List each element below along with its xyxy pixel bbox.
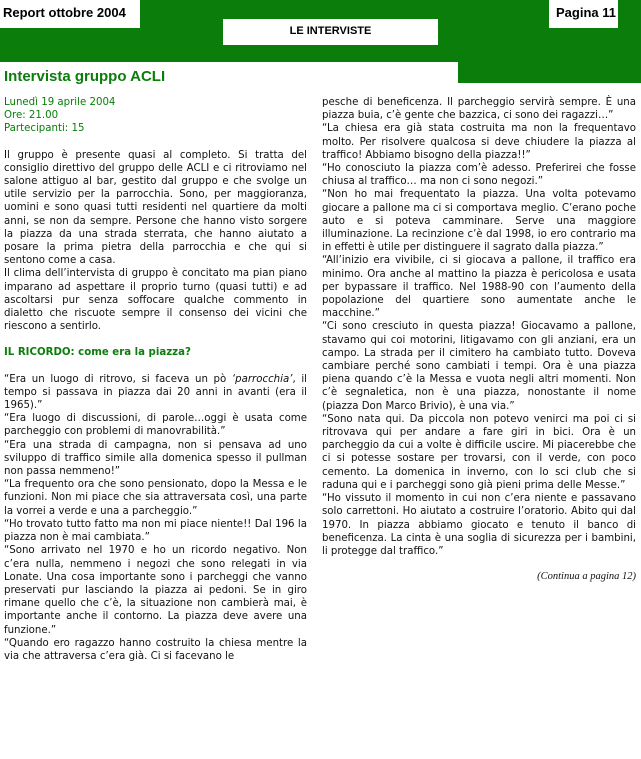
meta-time: Ore: 21.00 (4, 110, 59, 122)
quote: “Ho vissuto il momento in cui non c’era niente e passavano solo carrettoni. Ho aiutato a costruire l’oratorio. Abito qui dal 1970. In piazza abbiamo giocato e tenuto il banco di beneficenza. La cinta è una soglia di sicurezza per i bambini, li protegge dal traffico.” (322, 493, 636, 557)
subheading: IL RICORDO: come era la piazza? (4, 347, 191, 359)
quote: “All’inizio era vivibile, ci si giocava a pallone, il traffico era minimo. Ora anche al mattino la piazza è pericolosa e usata per bypassare il traffico. Nel 1988-90 con l’aumento della popolazione del quartiere sono aumentate anche le macchine.” (322, 255, 636, 320)
quote-text: , il tempo si passava in piazza dai 20 anni in avanti (era il 1965).” (4, 373, 308, 412)
quote: “Sono nata qui. Da piccola non potevo venirci ma poi ci si ritrovava qui per andare a fare giri in bici. Ora è un parcheggio da cui a volte è difficile uscire. Mi piacerebbe che ci si potesse sostare per trovarsi, con il verde, con poco cemento. La domenica in inverno, con lo sci club che si raduna qui e i parcheggi sono già pieni prima delle Messe.” (322, 413, 636, 491)
quote: “Era luogo di discussioni, di parole…oggi è usata come parcheggio con problemi di manovrabilità.” (4, 413, 307, 438)
quote-text: “Era un luogo di ritrovo, si faceva un pò (4, 373, 232, 385)
quote: “Era una strada di campagna, non si pensava ad uno sviluppo di traffico simile alla domenica spesso il pullman non passa nemmeno!” (4, 439, 307, 478)
quote: “Ho trovato tutto fatto ma non mi piace niente!! Dal 196 la piazza non è mai cambiata.” (4, 518, 307, 544)
meta-date: Lunedì 19 aprile 2004 (4, 97, 116, 108)
quote: “Ci sono cresciuto in questa piazza! Giocavamo a pallone, stavamo qui coi motorini, litigavamo con gli anziani, era un campo. La strada per il cimitero ha cambiato tutto. Doveva cambiare perché sono cambiati i tempi. Ora è una piazza piena quando c’è la Messa e vuota negli altri momenti. Non c’è segnaletica, non è una piazza, nonostante il nome (piazza Don Marco Brivio), è una via.” (322, 321, 636, 412)
quote-emphasis: ‘parrocchia’ (231, 373, 293, 385)
article-title: Intervista gruppo ACLI (4, 68, 166, 85)
left-column (4, 96, 307, 663)
quote: pesche di beneficenza. Il parcheggio servirà sempre. È una piazza buia, c’è gente che bazzica, ci sono dei ragazzi…” (322, 97, 636, 122)
intro-paragraph: Il gruppo è presente quasi al completo. Si tratta del consiglio direttivo del gruppo delle ACLI e ci ritroviamo nel salone attiguo al bar, gestito dal gruppo e che svolge un utile servizio per la parrocchia. Sono, per maggioranza, uomini e sono quasi tutti residenti nel quartiere da molti anni, se non da sempre. Persone che hanno visto sorgere la piazza da una strada sterrata, che hanno aiutato a posare la prima pietra della parrocchia e che qui si sentono come a casa. (4, 149, 307, 267)
quote (4, 373, 307, 413)
quote: “Ho conosciuto la piazza com’è adesso. Preferirei che fosse chiusa al traffico… ma non ci sono negozi.” (322, 163, 636, 188)
quote: “La frequento ora che sono pensionato, dopo la Messa e le funzioni. Non mi piace che sia attraversata così, una parte la vorrei a verde e una a parcheggio.” (4, 479, 307, 517)
intro-paragraph: Il clima dell’intervista di gruppo è concitato ma pian piano imparano ad aspettare il proprio turno (quasi tutti) e ad ascoltarsi pur senza soffocare qualche commento in dialetto che riscuote sempre il consenso dei vicini che riescono a sentirlo. (4, 268, 307, 333)
meta-participants: Partecipanti: 15 (4, 123, 85, 135)
section-title: LE INTERVISTE (289, 25, 372, 37)
right-column (322, 96, 636, 583)
quote: “Non ho mai frequentato la piazza. Una volta potevamo giocare a pallone ma ci si comportava meglio. C’erano poche auto e si poteva camminare. Serve una maggiore illuminazione. La recinzione c’è dal 1998, io ero contrario ma in effetti è utile per distinguere il sagrato dalla piazza.” (322, 189, 636, 254)
quote: “Sono arrivato nel 1970 e ho un ricordo negativo. Non c’era nulla, nemmeno i negozi che sono relegati in via Lonate. Una cosa importante sono i parcheggi che vanno preservati pur lasciando la piazza ai pedoni. Se in giro rimane quello che c’è, la situazione non cambierà mai, è importante anche il contorno. La piazza deve avere una funzione.” (4, 545, 307, 636)
quote: “La chiesa era già stata costruita ma non la frequentavo molto. Per risolvere qualcosa si deve chiudere la piazza al traffico! Abbiamo bisogno della piazza!!” (322, 123, 636, 161)
quote: “Quando ero ragazzo hanno costruito la chiesa mentre la via che attraversa c’era già. Ci si facevano le (4, 637, 307, 662)
report-date: Report ottobre 2004 (3, 5, 126, 20)
continuation-note: (Continua a pagina 12) (537, 571, 636, 583)
page-number: Pagina 11 (556, 5, 616, 20)
